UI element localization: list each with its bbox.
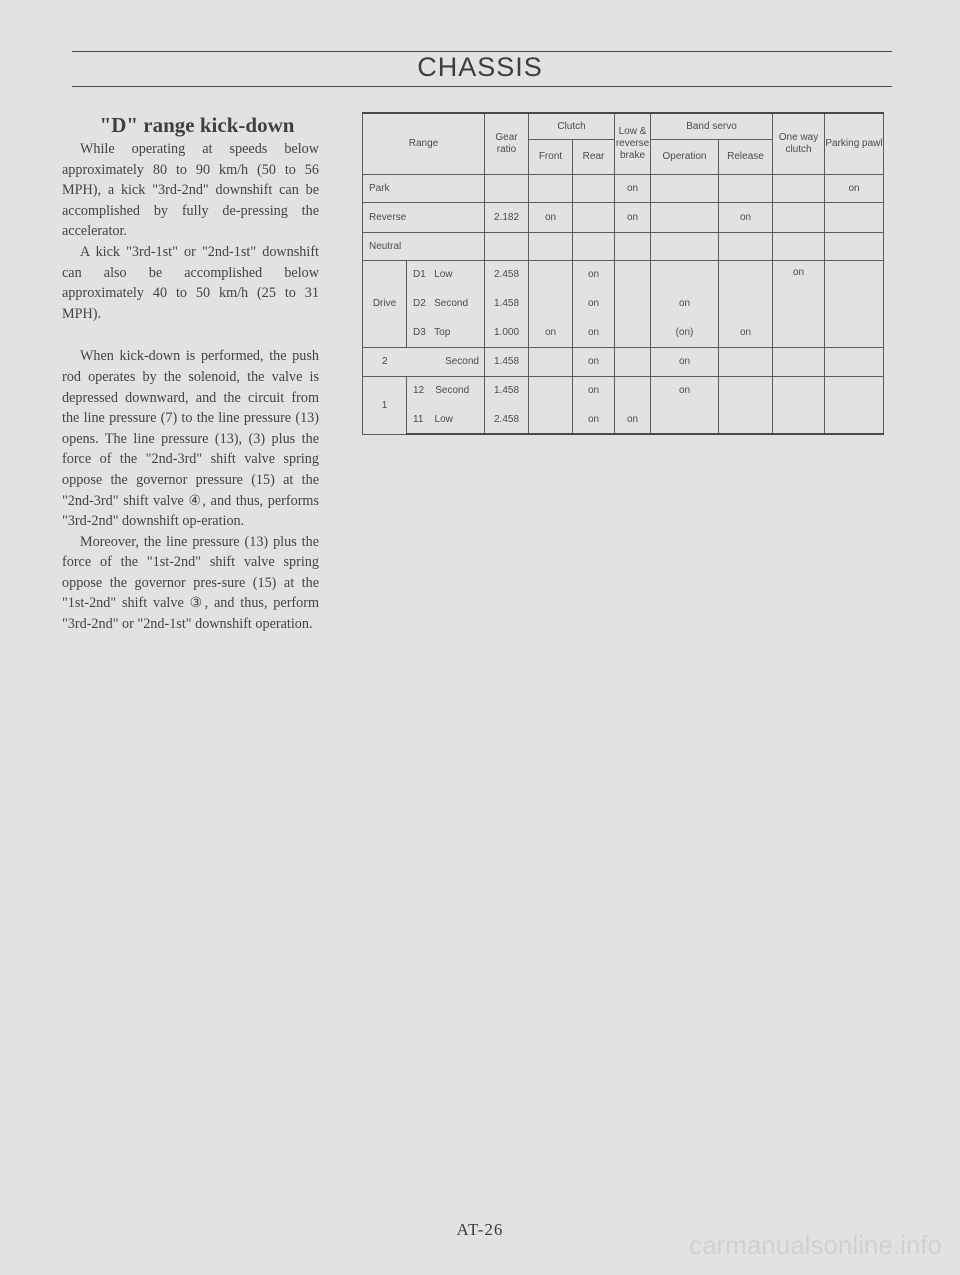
paragraph-1: While operating at speeds below approximately 80 to 90 km/h (50 to 56 MPH), a kick "3rd-2nd" downshift can be accomplished by fully de-pressing the accelerator. [62,141,319,240]
section-heading: "D" range kick-down [99,113,295,137]
header-rule-bottom [72,86,892,87]
header-low-reverse-brake: Low & reverse brake [615,125,650,161]
two-ratio: 1.458 [485,347,529,376]
reverse-ratio: 2.182 [485,202,529,232]
header-release: Release [719,139,773,174]
paragraph-2: A kick "3rd-1st" or "2nd-1st" downshift can also be accomplished below approximately 40 to 50 km/h (25 to 31 MPH). [62,243,319,322]
range-reverse: Reverse [363,202,485,232]
d2-operation: on [651,289,719,318]
table-row-park [363,174,884,202]
body-text [62,139,319,635]
d3-gear: Top [434,326,451,338]
park-brake: on [615,174,651,202]
d2-gear: Second [434,298,469,309]
table-row-d1 [363,260,884,289]
drive-one-way: on [773,260,825,347]
table-row-reverse [363,202,884,232]
two-operation: on [651,347,719,376]
two-rear: on [573,347,615,376]
watermark: carmanualsonline.info [689,1230,942,1260]
r12-gear: Second [435,385,470,397]
shift-element-table [362,112,884,435]
table-row-2 [363,347,884,376]
page-header-title: CHASSIS [417,52,543,82]
paragraph-4: Moreover, the line pressure (13) plus the force of the "1st-2nd" shift valve spring oppose the governor pres-sure (15) at the "1st-2nd" shift valve ③, and thus, perform "3rd-2nd" or "2nd-1st" downshift operation. [62,533,319,633]
header-band-servo: Band servo [651,113,773,139]
r12-code: 12 [413,385,425,397]
d3-operation: (on) [651,318,719,347]
header-range: Range [363,113,485,174]
r11-brake: on [615,405,651,434]
header-operation: Operation [651,139,719,174]
d3-code: D3 [413,326,426,338]
page-number: AT-26 [456,1220,504,1239]
r11-gear: Low [434,413,453,425]
d2-code: D2 [413,298,426,309]
header-gear-ratio: Gear ratio [495,131,518,155]
r11-code: 11 [413,413,424,425]
r11-ratio: 2.458 [485,405,529,434]
d2-ratio: 1.458 [485,289,529,318]
paragraph-3: When kick-down is performed, the push rod operates by the solenoid, the valve is depressed downward, and the circuit from the line pressure (7) to the line pressure (13) opens. The line pressure (13), (3) plus the force of the "2nd-3rd" shift valve spring oppose the governor pressure (15) at the "2nd-3rd" shift valve ④, and thus, performs "3rd-2nd" downshift op-eration. [62,348,319,530]
range-park: Park [363,174,485,202]
header-front: Front [529,139,573,174]
reverse-brake: on [615,202,651,232]
header-parking-pawl: Parking pawl [825,137,883,149]
range-1: 1 [363,376,407,434]
d3-front: on [529,318,573,347]
park-pawl: on [825,174,884,202]
header-clutch: Clutch [529,113,615,139]
d3-ratio: 1.000 [485,318,529,347]
d3-release: on [719,318,773,347]
two-gear: Second [407,347,485,376]
r12-operation: on [651,376,719,405]
r12-ratio: 1.458 [485,376,529,405]
d1-ratio: 2.458 [485,260,529,289]
d1-rear: on [573,260,615,289]
range-drive: Drive [363,260,407,347]
table-row-12 [363,376,884,405]
header-rear: Rear [573,139,615,174]
r11-rear: on [573,405,615,434]
reverse-front: on [529,202,573,232]
d2-rear: on [573,289,615,318]
header-one-way-clutch: One way clutch [778,131,819,155]
d3-rear: on [573,318,615,347]
range-neutral: Neutral [363,232,485,260]
table-row-neutral [363,232,884,260]
d1-code: D1 [413,269,426,281]
range-2: 2 [363,347,407,376]
reverse-release: on [719,202,773,232]
d1-gear: Low [434,269,453,281]
r12-rear: on [573,376,615,405]
table-row-11 [363,405,884,434]
